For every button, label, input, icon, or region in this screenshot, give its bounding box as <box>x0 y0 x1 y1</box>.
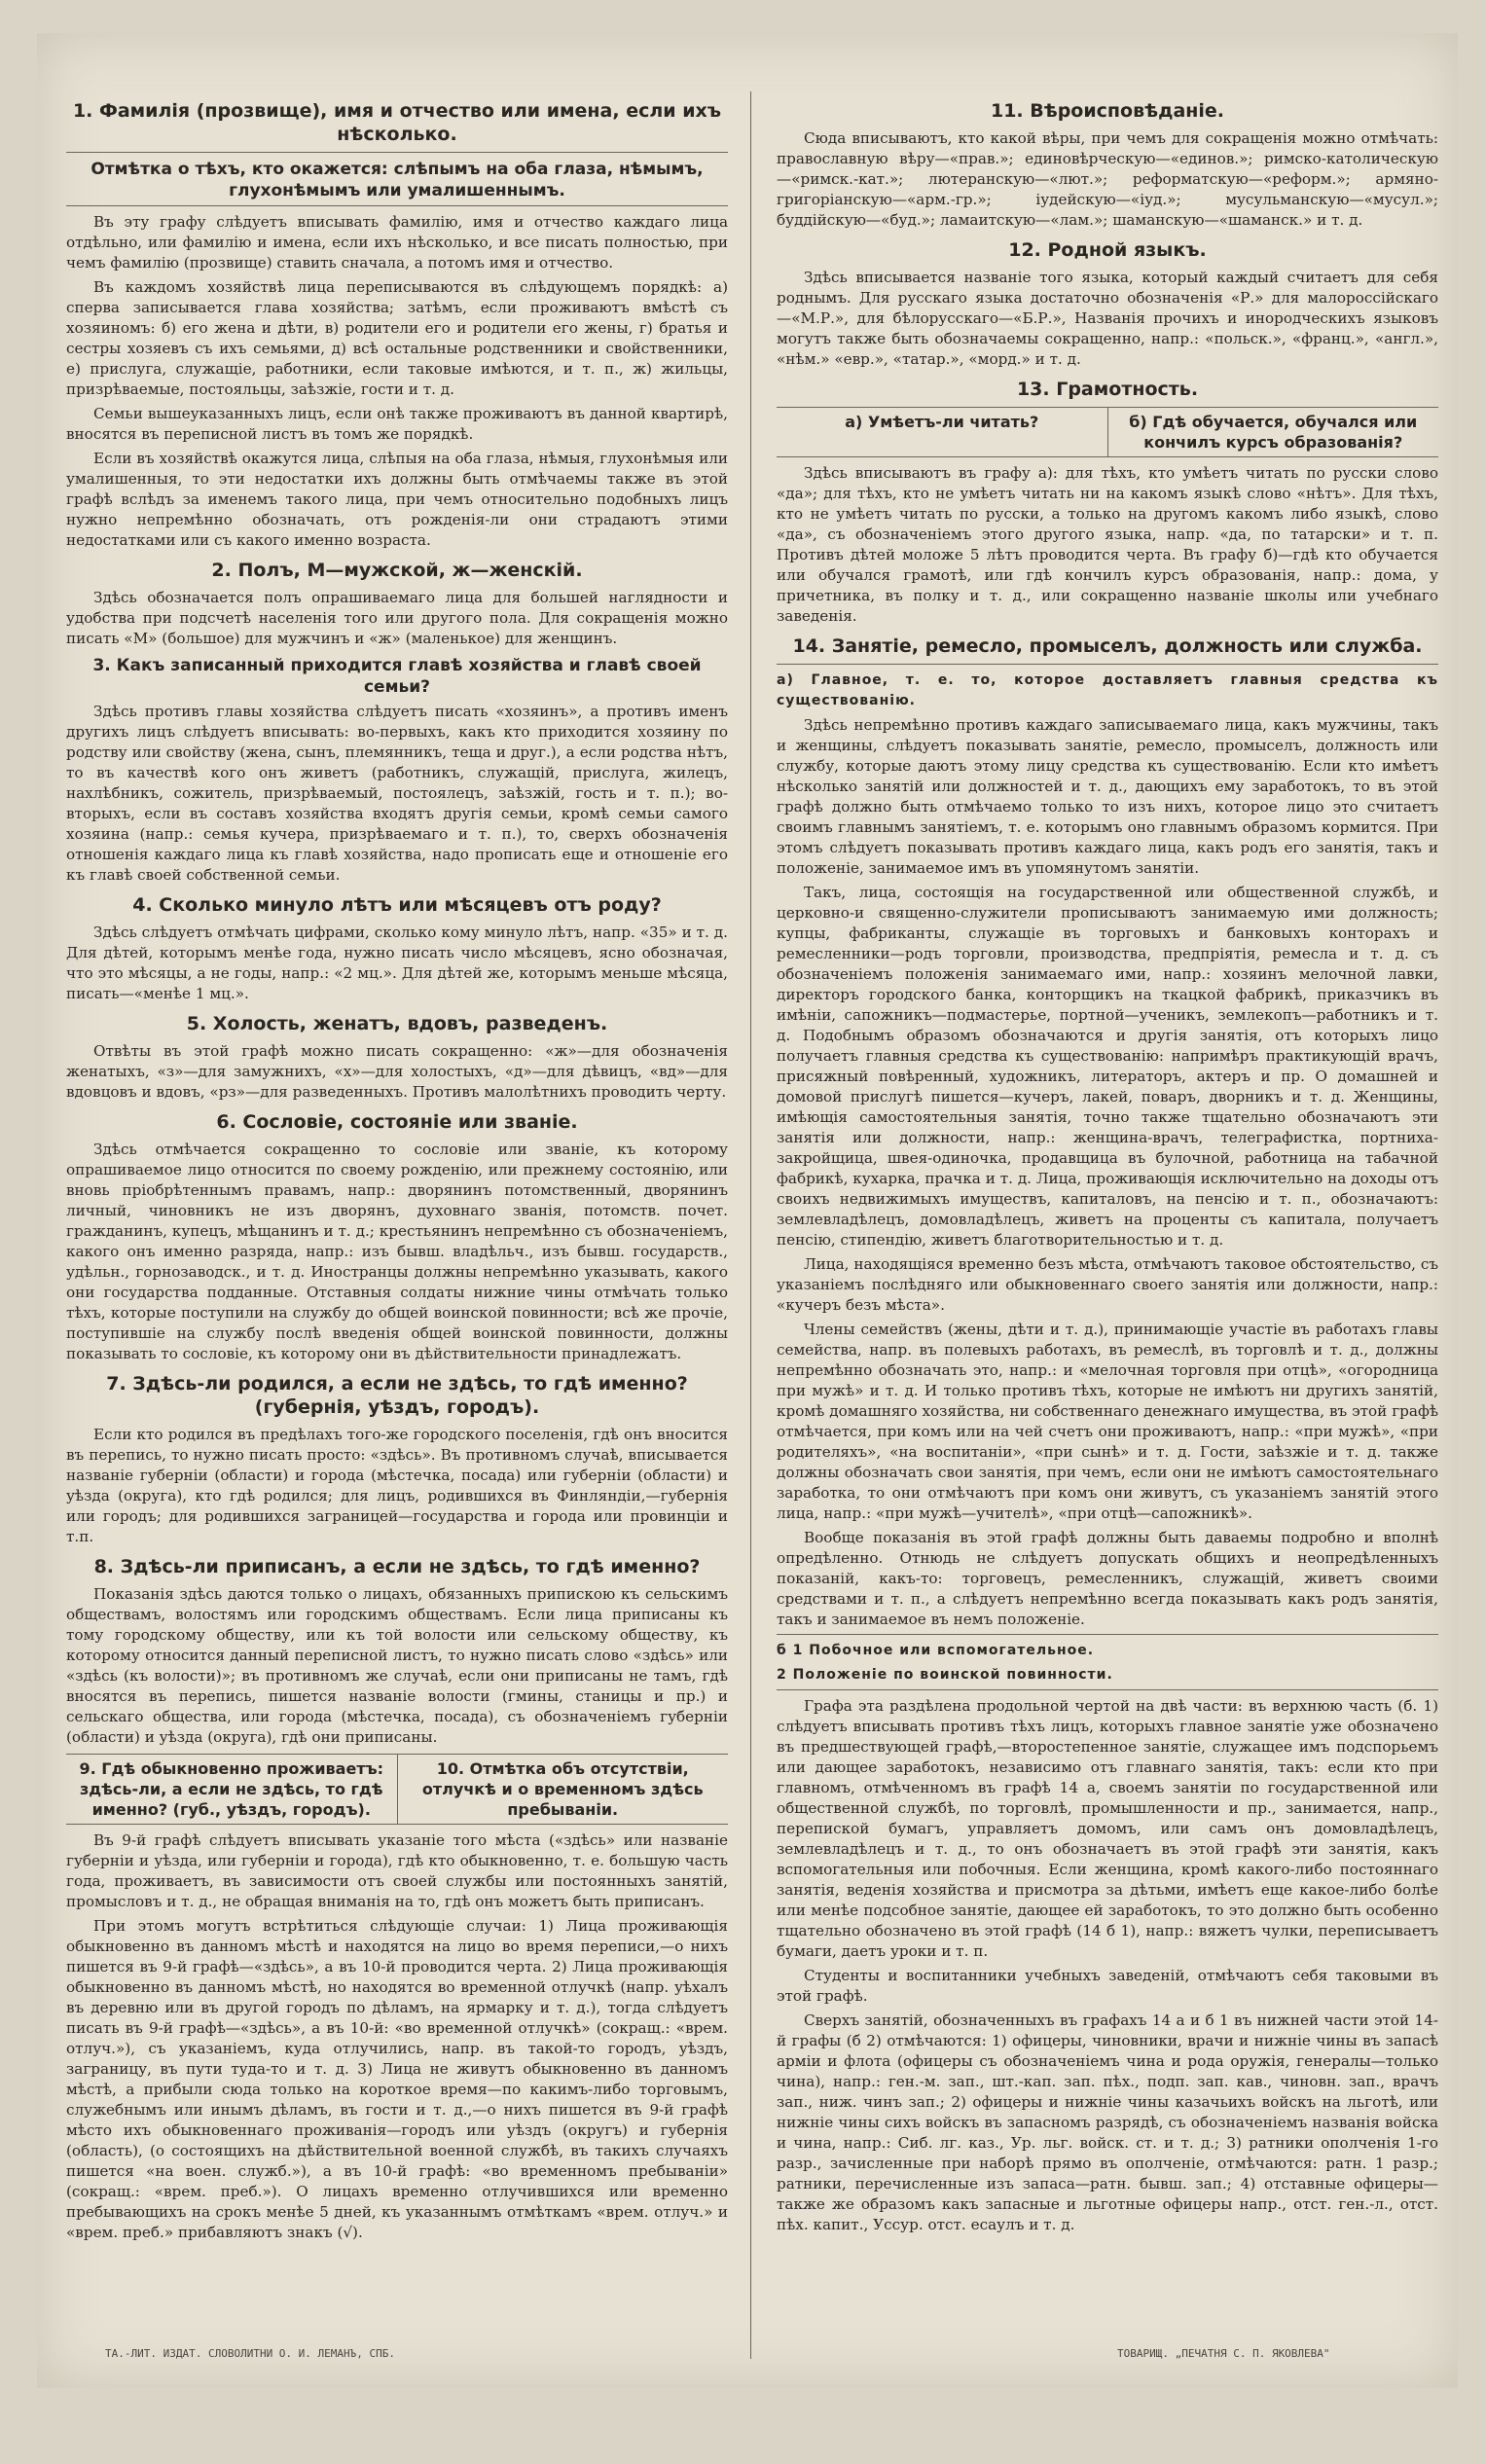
section-3-paragraph: Здѣсь противъ главы хозяйства слѣдуетъ писать «хозяинъ», а противъ именъ другихъ лицъ слѣдуетъ вписывать: во-первыхъ, какъ кто приходится хозяину по родству или свойству (жена, сынъ, племянникъ, теща и друг.), а если родства нѣтъ, то въ качествѣ кого онъ живетъ (работникъ, служащій, прислуга, жилецъ, нахлѣбникъ, сожитель, призрѣваемый, постоялецъ, заѣзжій, гость и т. п.); во-вторыхъ, если въ составъ хозяйства входятъ другія семьи, кромѣ семьи самого хозяина (напр.: семья кучера, призрѣваемаго и т. п.), то, сверхъ обозначенія отношенія каждаго лица къ главѣ хозяйства, надо прописать еще и отношеніе его къ главѣ своей собственной семьи. <box>66 703 728 884</box>
section-13-header <box>777 407 1438 457</box>
section-8-title: 8. Здѣсь-ли приписанъ, а если не здѣсь, то гдѣ именно? <box>93 1556 701 1577</box>
section-14-title: 14. Занятіе, ремесло, промыселъ, должность или служба. <box>792 635 1423 657</box>
section-4-paragraph: Здѣсь слѣдуетъ отмѣчать цифрами, сколько кому минуло лѣтъ, напр. «35» и т. д. Для дѣтей, которымъ менѣе года, нужно писать число мѣсяцевъ, ясно обозначая, что это мѣсяцы, а не годы, напр.: «2 мц.». Для дѣтей же, которымъ меньше мѣсяца, писать—«менѣе 1 мц.». <box>66 924 728 1002</box>
column-divider <box>750 91 751 2359</box>
divider-line <box>777 1689 1438 1690</box>
printer-imprint-left: ТА.-ЛИТ. ИЗДАТ. СЛОВОЛИТНИ О. И. ЛЕМАНЪ, СПБ. <box>105 2347 396 2360</box>
section-14-paragraph: Здѣсь непремѣнно противъ каждаго записываемаго лица, какъ мужчины, такъ и женщины, слѣдуетъ показывать занятіе, ремесло, промыселъ, должность или службу, которые даютъ этому лицу средства къ существованію. Если кто имѣетъ нѣсколько занятій или должностей и т. д., дающихъ ему заработокъ, то въ этой графѣ должно быть отмѣчаемо только то изъ нихъ, которое лицо это считаетъ своимъ главнымъ занятіемъ, т. е. которымъ оно главнымъ образомъ кормится. При этомъ слѣдуетъ показывать противъ каждаго лица, какъ родъ его занятія, такъ и положеніе, занимаемое имъ въ упомянутомъ занятіи. <box>777 716 1438 877</box>
census-instructions-page <box>37 33 1458 2388</box>
divider-line <box>777 1634 1438 1635</box>
section-13-title: 13. Грамотность. <box>1016 379 1199 400</box>
section-13b-title: б) Гдѣ обучается, обучался или кончилъ курсъ образованія? <box>1129 413 1418 452</box>
section-1-subtitle: Отмѣтка о тѣхъ, кто окажется: слѣпымъ на оба глаза, нѣмымъ, глухонѣмымъ или умалишеннымъ. <box>91 160 704 200</box>
section-8-paragraph: Показанія здѣсь даются только о лицахъ, обязанныхъ припискою къ сельскимъ обществамъ, волостямъ или городскимъ обществамъ. Если лица приписаны къ тому городскому обществу, или къ той волости или сельскому обществу, къ которому относится данный переписной листъ, то нужно писать слово «здѣсь» или «здѣсь (къ волости)»; въ противномъ же случаѣ, если они приписаны не тамъ, гдѣ вносятся въ перепись, пишется названіе волости (гмины, станицы и пр.) и сельскаго общества, или города (мѣстечка, посада), съ обозначеніемъ губерніи (области) и уѣзда (округа), гдѣ они приписаны. <box>66 1585 728 1746</box>
section-14-paragraph: Студенты и воспитанники учебныхъ заведеній, отмѣчаютъ себя таковыми въ этой графѣ. <box>777 1967 1438 2005</box>
section-2-paragraph: Здѣсь обозначается полъ опрашиваемаго лица для большей наглядности и удобства при подсчетѣ населенія того или другого пола. Для сокращенія можно писать «М» (большое) для мужчинъ и «ж» (маленькое) для женщинъ. <box>66 589 728 647</box>
section-13a-title: а) Умѣетъ-ли читать? <box>777 408 1108 456</box>
section-9-paragraph: Въ 9-й графѣ слѣдуетъ вписывать указаніе того мѣста («здѣсь» или названіе губерніи и уѣзда, или губерніи и города), гдѣ кто обыкновенно, т. е. большую часть года, проживаетъ, въ зависимости отъ своей службы или постоянныхъ занятій, промысловъ и т. д., не обращая вниманія на то, гдѣ онъ можетъ быть приписанъ. <box>66 1831 728 1910</box>
section-14-paragraph: Графа эта раздѣлена продольной чертой на двѣ части: въ верхнюю часть (б. 1) слѣдуетъ вписывать противъ тѣхъ лицъ, которыхъ главное занятіе уже обозначено въ предшествующей графѣ,—второстепенное занятіе, служащее имъ подспорьемъ или дающее заработокъ, независимо отъ главнаго занятія, такъ: если кто при главномъ, отмѣченномъ въ графѣ 14 а, своемъ занятіи по государственной или общественной службѣ, по торговлѣ, промышленности и пр., занимается, напр., перепиской бумагъ, управляетъ домомъ, или самъ онъ домовладѣлецъ, землевладѣлецъ и т. д., то онъ обозначаетъ въ этой графѣ эти занятія, какъ вспомогательныя или побочныя. Если женщина, кромѣ какого-либо постояннаго занятія, веденія хозяйства и присмотра за дѣтьми, имѣетъ еще какое-либо болѣе или менѣе подсобное занятіе, дающее ей заработокъ, то это должно быть особенно тщательно обозначено въ этой графѣ (14 б 1), напр.: вяжетъ чулки, переписываетъ бумаги, даетъ уроки и т. п. <box>777 1697 1438 1960</box>
section-1-paragraph: Въ каждомъ хозяйствѣ лица переписываются въ слѣдующемъ порядкѣ: а) сперва записывается глава хозяйства; затѣмъ, если проживаютъ вмѣстѣ съ хозяиномъ: б) его жена и дѣти, в) родители его и родители его жены, г) братья и сестры хозяевъ съ ихъ семьями, д) всѣ остальные родственники и свойственники, е) прислуга, служащіе, работники, если таковые имѣются, и т. п., ж) жильцы, призрѣваемые, постояльцы, заѣзжіе, гости и т. д. <box>66 278 728 398</box>
section-1-paragraph: Если въ хозяйствѣ окажутся лица, слѣпыя на оба глаза, нѣмыя, глухонѣмыя или умалишенныя, то эти недостатки ихъ должны быть отмѣчаемы также въ этой графѣ вслѣдъ за именемъ такого лица, при чемъ относительно подобныхъ лицъ нужно непремѣнно обозначать, отъ рожденія-ли они страдаютъ этими недостатками или съ какого именно возраста. <box>66 450 728 549</box>
section-14b1-title: б 1 Побочное или вспомогательное. <box>777 1643 1095 1658</box>
section-12-paragraph: Здѣсь вписывается названіе того языка, который каждый считаетъ для себя роднымъ. Для русскаго языка достаточно обозначенія «Р.» для малороссійскаго—«М.Р.», для бѣлорусскаго—«Б.Р.», Названія прочихъ и инородческихъ языковъ могутъ также быть обозначаемы сокращенно, напр.: «польск.», «франц.», «англ.», «нѣм.» «евр.», «татар.», «морд.» и т. д. <box>777 269 1438 368</box>
section-5-paragraph: Отвѣты въ этой графѣ можно писать сокращенно: «ж»—для обозначенія женатыхъ, «з»—для замужнихъ, «х»—для холостыхъ, «д»—для дѣвицъ, «вд»—для вдовцовъ и вдовъ, «рз»—для разведенныхъ. Противъ малолѣтнихъ проводить черту. <box>66 1042 728 1101</box>
section-14-paragraph: Лица, находящіяся временно безъ мѣста, отмѣчаютъ таковое обстоятельство, съ указаніемъ послѣдняго или обыкновеннаго своего занятія или должности, напр.: «кучеръ безъ мѣста». <box>777 1255 1438 1314</box>
right-column <box>777 91 1438 2239</box>
section-1-paragraph: Семьи вышеуказанныхъ лицъ, если онѣ также проживаютъ въ данной квартирѣ, вносятся въ переписной листъ въ томъ же порядкѣ. <box>66 405 728 443</box>
section-14b2-title: 2 Положеніе по воинской повинности. <box>777 1667 1113 1683</box>
section-12-title: 12. Родной языкъ. <box>1008 239 1207 261</box>
section-1-paragraph: Въ эту графу слѣдуетъ вписывать фамилію, имя и отчество каждаго лица отдѣльно, или фамилію и имена, если ихъ нѣсколько, и все писать полностью, при чемъ фамилію (прозвище) ставить сначала, а потомъ имя и отчество. <box>66 213 728 272</box>
left-column <box>66 91 728 2247</box>
section-14-paragraph: Сверхъ занятій, обозначенныхъ въ графахъ 14 а и б 1 въ нижней части этой 14-й графы (б 2) отмѣчаются: 1) офицеры, чиновники, врачи и нижніе чины въ запасѣ арміи и флота (офицеры съ обозначеніемъ чина и рода оружія, генералы—только чина), напр.: ген.-м. зап., шт.-кап. зап. пѣх., подп. зап. кав., чиновн. зап., врачъ зап., ниж. чинъ зап.; 2) офицеры и нижніе чины казачьихъ войскъ на льготѣ, или нижніе чины сихъ войскъ въ запасномъ разрядѣ, съ обозначеніемъ названія войска и чина, напр.: Сиб. лг. каз., Ур. льг. войск. ст. и т. д.; 3) ратники ополченія 1-го разр., зачисленные при наборѣ прямо въ ополченіе, отмѣчаются: ратн. 1 разр.; ратники, перечисленные изъ запаса—ратн. бывш. зап.; 4) отставные офицеры—также же образомъ какъ запасные и льготные офицеры напр., отст. ген.-л., отст. пѣх. капит., Уссур. отст. есаулъ и т. д. <box>777 2011 1438 2233</box>
section-4-title: 4. Сколько минуло лѣтъ или мѣсяцевъ отъ роду? <box>132 894 662 916</box>
divider-line <box>66 152 728 153</box>
section-6-paragraph: Здѣсь отмѣчается сокращенно то сословіе или званіе, къ которому опрашиваемое лицо относится по своему рожденію, или прежнему состоянію, или вновь пріобрѣтеннымъ правамъ, напр.: дворянинъ потомственный, дворянинъ личный, чиновникъ не изъ дворянъ, духовнаго званія, потомств. почет. гражданинъ, купецъ, мѣщанинъ и т. д.; крестьянинъ непремѣнно съ обозначеніемъ, какого онъ именно разряда, напр.: изъ бывш. владѣльч., изъ бывш. государств., удѣльн., горнозаводск., и т. д. Иностранцы должны непремѣнно указывать, какого они государства подданные. Отставныя солдаты нижние чины отмѣчать только тѣхъ, которые поступили на службу до общей воинской повинности; всѣ же прочіе, поступившіе на службу послѣ введенія общей воинской повинности, должны показывать то сословіе, къ которому они въ дѣйствительности принадлежатъ. <box>66 1141 728 1362</box>
section-14a-title: а) Главное, т. е. то, которое доставляетъ главныя средства къ существованію. <box>777 672 1438 708</box>
section-11-paragraph: Сюда вписываютъ, кто какой вѣры, при чемъ для сокращенія можно отмѣчать: православную вѣру—«прав.»; единовѣрческую—«единов.»; римско-католическую—«римск.-кат.»; лютеранскую—«лют.»; реформатскую—«реформ.»; армяно-григоріанскую—«арм.-гр.»; іудейскую—«іуд.»; мусульманскую—«мусул.»; буддійскую—«буд.»; ламаитскую—«лам.»; шаманскую—«шаманск.» и т. д. <box>777 129 1438 229</box>
section-14-paragraph: Такъ, лица, состоящія на государственной или общественной службѣ, и церковно-и священно-служители прописываютъ занимаемую ими должность; купцы, фабриканты, служащіе въ торговыхъ и банковыхъ конторахъ и ремесленники—родъ торговли, производства, предпріятія, ремесла и т. д. съ обозначеніемъ положенія занимаемаго ими, напр.: хозяинъ мелочной лавки, директоръ городского банка, конторщикъ на ткацкой фабрикѣ, приказчикъ въ имѣніи, сапожникъ—подмастерье, портной—ученикъ, землекопъ—работникъ и т. д. Подобнымъ образомъ обозначаются и другія занятія, отъ которыхъ лицо получаетъ главныя средства къ существованію: напримѣръ практикующій врачъ, присяжный повѣренный, художникъ, литераторъ, актеръ и пр. О домашней и домовой прислугѣ пишется—кучеръ, лакей, поваръ, дворникъ и т. д. Женщины, имѣющія самостоятельныя занятія, точно также тщательно обозначаютъ эти занятія или должности, напр.: женщина-врачъ, телеграфистка, портниха-закройщица, швея-одиночка, продавщица въ булочной, работница на табачной фабрикѣ, кухарка, прачка и т. д. Лица, проживающія исключительно на доходы отъ своихъ недвижимыхъ имуществъ, капиталовъ, на пенсію и т. п., обозначаютъ: землевладѣлецъ, домовладѣлецъ, живетъ на проценты съ капитала, получаетъ пенсію, стипендію, живетъ благотворительностью и т. д. <box>777 884 1438 1249</box>
section-1-title: 1. Фамилія (прозвище), имя и отчество или имена, если ихъ нѣсколько. <box>72 100 722 145</box>
section-6-title: 6. Сословіе, состояніе или званіе. <box>216 1111 578 1133</box>
section-2-title: 2. Полъ, М—мужской, ж—женскій. <box>211 560 583 581</box>
section-9-paragraph: При этомъ могутъ встрѣтиться слѣдующіе случаи: 1) Лица проживающія обыкновенно въ данномъ мѣстѣ и находятся на лицо во время переписи,—о нихъ пишется въ 9-й графѣ—«здѣсь», а въ 10-й проводится черта. 2) Лица проживающія обыкновенно въ данномъ мѣстѣ, но находятся во временной отлучкѣ (напр. уѣхалъ въ деревню или въ другой городъ по дѣламъ, на ярмарку и т. д.), тогда слѣдуетъ писать въ 9-й графѣ—«здѣсь», а въ 10-й: «во временной отлучкѣ» (сокращ.: «врем. отлуч.»), съ указаніемъ, куда отлучились, напр. въ такой-то городъ, уѣздъ, заграницу, въ пути туда-то и т. д. 3) Лица не живутъ обыкновенно въ данномъ мѣстѣ, а прибыли сюда только на короткое время—по какимъ-либо торговымъ, служебнымъ или инымъ дѣламъ, въ гости и т. д.,—о нихъ пишется въ 9-й графѣ мѣсто ихъ обыкновеннаго проживанія—городъ или уѣздъ (округъ) и губернія (область), (о состоящихъ на дѣйствительной военной службѣ, въ такихъ случаяхъ пишется «на воен. служб.»), а въ 10-й графѣ: «во временномъ пребываніи» (сокращ.: «врем. преб.»). О лицахъ временно отлучившихся или временно пребывающихъ на срокъ менѣе 5 дней, къ указаннымъ отмѣткамъ «врем. отлуч.» и «врем. преб.» прибавляютъ знакъ (√). <box>66 1917 728 2241</box>
section-9-title: 9. Гдѣ обыкновенно проживаетъ: здѣсь-ли, а если не здѣсь, то гдѣ именно? (губ., уѣздъ, городъ). <box>66 1755 398 1824</box>
section-14-paragraph: Члены семействъ (жены, дѣти и т. д.), принимающіе участіе въ работахъ главы семейства, напр. въ полевыхъ работахъ, въ ремеслѣ, въ торговлѣ и т. д., должны непремѣнно обозначать это, напр.: и «мелочная торговля при отцѣ», «огородница при мужѣ» и т. д. И только противъ тѣхъ, которые не имѣютъ ни другихъ занятій, кромѣ домашняго хозяйства, ни собственнаго денежнаго имущества, въ этой графѣ отмѣчается, при комъ или на чей счетъ они проживаютъ, напр.: «при мужѣ», «при родителяхъ», «на воспитаніи», «при сынѣ» и т. д. Гости, заѣзжіе и т. д. также должны обозначать свои занятія, при чемъ, если они не имѣютъ самостоятельнаго заработка, то они отмѣчаютъ при комъ они живутъ, съ указаніемъ занятій этого лица, напр.: «при мужѣ—учителѣ», «при отцѣ—сапожникѣ». <box>777 1321 1438 1522</box>
section-14-paragraph: Вообще показанія въ этой графѣ должны быть даваемы подробно и вполнѣ опредѣленно. Отнюдь не слѣдуетъ допускать общихъ и неопредѣленныхъ показаній, какъ-то: торговецъ, ремесленникъ, служащій, живетъ своими средствами и т. п., а слѣдуетъ непремѣнно всегда показывать какъ родъ занятія, такъ и занимаемое въ немъ положеніе. <box>777 1529 1438 1628</box>
printer-imprint-right: ТОВАРИЩ. „ПЕЧАТНЯ С. П. ЯКОВЛЕВА" <box>1117 2347 1330 2360</box>
section-3-title: 3. Какъ записанный приходится главѣ хозяйства и главѣ своей семьи? <box>92 656 702 697</box>
section-5-title: 5. Холость, женатъ, вдовъ, разведенъ. <box>186 1013 608 1034</box>
divider-line <box>777 664 1438 665</box>
section-10-title: 10. Отмѣтка объ отсутствіи, отлучкѣ и о временномъ здѣсь пребываніи. <box>421 1759 704 1819</box>
section-7-title: 7. Здѣсь-ли родился, а если не здѣсь, то гдѣ именно? (губернія, уѣздъ, городъ). <box>106 1373 688 1418</box>
divider-line <box>66 205 728 206</box>
section-13-paragraph: Здѣсь вписываютъ въ графу а): для тѣхъ, кто умѣетъ читать по русски слово «да»; для тѣхъ, кто не умѣетъ читать ни на какомъ языкѣ слово «нѣтъ». Для тѣхъ, кто не умѣетъ читать по русски, а только на другомъ какомъ либо языкѣ, слово «да», съ обозначеніемъ этого другого языка, напр. «да, по татарски» и т. п. Противъ дѣтей моложе 5 лѣтъ проводится черта. Въ графу б)—гдѣ кто обучается или обучался грамотѣ, или гдѣ кончилъ курсъ образованія, напр.: дома, у причетника, въ полку и т. д., или сокращенно названіе школы или учебнаго заведенія. <box>777 464 1438 625</box>
section-7-paragraph: Если кто родился въ предѣлахъ того-же городского поселенія, гдѣ онъ вносится въ перепись, то нужно писать просто: «здѣсь». Въ противномъ случаѣ, вписывается названіе губерніи (области) и города (мѣстечка, посада) или губерніи (области) и уѣзда (округа), кто гдѣ родился; для лицъ, родившихся въ Финляндіи,—губернія или городъ; для родившихся заграницей—государства и города или провинціи и т.п. <box>66 1426 728 1545</box>
section-11-title: 11. Вѣроисповѣданіе. <box>990 100 1225 122</box>
section-9-10-header <box>66 1754 728 1825</box>
